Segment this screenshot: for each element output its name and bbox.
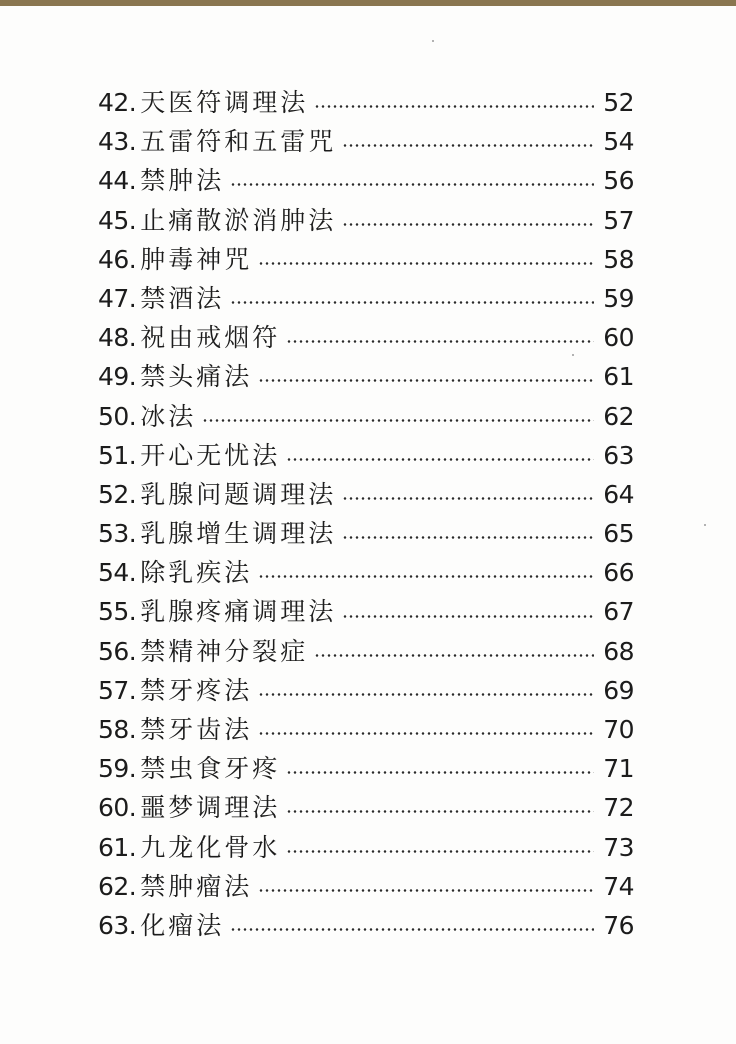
toc-dot-leader (230, 301, 594, 304)
table-of-contents (98, 83, 634, 945)
toc-entry-page: 76 (603, 910, 634, 940)
toc-entry[interactable] (98, 592, 634, 631)
toc-entry[interactable] (98, 240, 634, 279)
toc-dot-leader (342, 144, 594, 147)
toc-entry-title: 禁牙齿法 (140, 715, 253, 744)
toc-entry-title: 禁头痛法 (140, 362, 253, 392)
toc-dot-leader (230, 928, 594, 931)
toc-entry-page: 62 (603, 401, 634, 431)
toc-dot-leader (342, 223, 594, 226)
toc-dot-leader (230, 183, 594, 186)
toc-entry[interactable] (98, 867, 634, 906)
toc-entry-title: 乳腺疼痛调理法 (140, 597, 337, 627)
toc-entry-title: 九龙化骨水 (140, 832, 281, 862)
toc-entry[interactable] (98, 514, 634, 553)
toc-entry-title: 禁虫食牙疼 (140, 754, 281, 784)
toc-entry[interactable] (98, 161, 634, 200)
toc-entry-title: 禁肿法 (140, 166, 225, 196)
toc-entry-page: 66 (603, 558, 634, 588)
toc-entry-page: 72 (603, 793, 634, 823)
toc-entry-number: 49. (98, 362, 137, 392)
toc-entry-page: 73 (603, 832, 634, 862)
toc-entry-title: 乳腺增生调理法 (140, 519, 337, 549)
toc-entry-number: 60. (98, 793, 137, 823)
toc-entry[interactable] (98, 397, 634, 436)
toc-entry-page: 65 (603, 519, 634, 549)
toc-entry-title: 开心无忧法 (140, 440, 281, 470)
toc-entry-title: 化瘤法 (140, 910, 225, 940)
toc-entry-page: 68 (603, 636, 634, 666)
toc-dot-leader (202, 419, 594, 422)
toc-entry-title: 天医符调理法 (140, 88, 309, 117)
toc-entry-title: 冰法 (140, 401, 197, 431)
toc-entry-title: 禁肿瘤法 (140, 871, 253, 901)
toc-entry-title: 肿毒神咒 (140, 244, 253, 274)
toc-entry-page: 63 (603, 440, 634, 470)
toc-entry-number: 51. (98, 440, 137, 470)
toc-dot-leader (258, 379, 594, 382)
toc-entry-number: 46. (98, 244, 137, 274)
toc-entry-title: 禁酒法 (140, 283, 225, 313)
toc-dot-leader (314, 654, 594, 657)
toc-dot-leader (286, 810, 594, 813)
toc-entry-number: 54. (98, 558, 137, 588)
toc-entry-number: 55. (98, 597, 137, 627)
toc-entry-number: 63. (98, 910, 137, 940)
toc-entry-title: 乳腺问题调理法 (140, 479, 337, 509)
toc-entry[interactable] (98, 475, 634, 514)
document-page (0, 6, 736, 1044)
toc-entry-page: 56 (603, 166, 634, 196)
toc-entry-number: 59. (98, 754, 137, 784)
toc-entry-title: 禁精神分裂症 (140, 636, 309, 666)
toc-entry-number: 52. (98, 479, 137, 509)
toc-entry-page: 58 (603, 244, 634, 274)
toc-entry-number: 50. (98, 401, 137, 431)
toc-entry-title: 禁牙疼法 (140, 675, 253, 705)
toc-entry[interactable] (98, 83, 634, 122)
toc-entry-number: 53. (98, 519, 137, 549)
toc-dot-leader (258, 693, 594, 696)
toc-entry[interactable] (98, 201, 634, 240)
toc-entry[interactable] (98, 122, 634, 161)
toc-entry-number: 47. (98, 283, 137, 313)
toc-entry-page: 59 (603, 283, 634, 313)
toc-entry[interactable] (98, 279, 634, 318)
scan-speck (704, 524, 706, 526)
toc-entry-page: 54 (603, 127, 634, 157)
toc-entry-page: 74 (603, 871, 634, 901)
toc-entry[interactable] (98, 671, 634, 710)
toc-entry-page: 70 (603, 715, 634, 744)
toc-entry-title: 除乳疾法 (140, 558, 253, 588)
toc-entry[interactable] (98, 632, 634, 671)
toc-entry-page: 69 (603, 675, 634, 705)
scan-speck (432, 40, 434, 42)
toc-entry-number: 61. (98, 832, 137, 862)
toc-entry-page: 67 (603, 597, 634, 627)
toc-entry[interactable] (98, 357, 634, 396)
toc-dot-leader (342, 536, 594, 539)
toc-entry[interactable] (98, 553, 634, 592)
toc-entry-number: 44. (98, 166, 137, 196)
toc-entry-title: 止痛散淤消肿法 (140, 205, 337, 235)
toc-entry[interactable] (98, 749, 634, 788)
toc-entry-title: 噩梦调理法 (140, 793, 281, 823)
toc-entry-title: 祝由戒烟符 (140, 323, 281, 353)
toc-entry[interactable] (98, 788, 634, 827)
toc-entry[interactable] (98, 710, 634, 749)
toc-entry-page: 71 (603, 754, 634, 784)
toc-dot-leader (342, 615, 594, 618)
toc-entry-number: 62. (98, 871, 137, 901)
toc-entry[interactable] (98, 318, 634, 357)
toc-entry[interactable] (98, 436, 634, 475)
toc-entry-number: 56. (98, 636, 137, 666)
toc-dot-leader (258, 889, 594, 892)
toc-entry-page: 61 (603, 362, 634, 392)
toc-entry[interactable] (98, 828, 634, 867)
toc-entry-page: 64 (603, 479, 634, 509)
toc-entry[interactable] (98, 906, 634, 945)
toc-entry-page: 57 (603, 205, 634, 235)
toc-entry-number: 42. (98, 88, 137, 117)
toc-entry-number: 45. (98, 205, 137, 235)
toc-entry-number: 43. (98, 127, 137, 157)
toc-entry-page: 60 (603, 323, 634, 353)
toc-dot-leader (286, 850, 594, 853)
toc-entry-number: 57. (98, 675, 137, 705)
toc-entry-number: 58. (98, 715, 137, 744)
toc-dot-leader (258, 262, 594, 265)
toc-dot-leader (258, 732, 594, 735)
toc-entry-number: 48. (98, 323, 137, 353)
toc-dot-leader (314, 105, 594, 108)
toc-dot-leader (286, 458, 594, 461)
toc-dot-leader (342, 497, 594, 500)
toc-dot-leader (258, 575, 594, 578)
toc-dot-leader (286, 340, 594, 343)
toc-dot-leader (286, 771, 594, 774)
toc-entry-title: 五雷符和五雷咒 (140, 127, 337, 157)
toc-entry-page: 52 (603, 88, 634, 117)
